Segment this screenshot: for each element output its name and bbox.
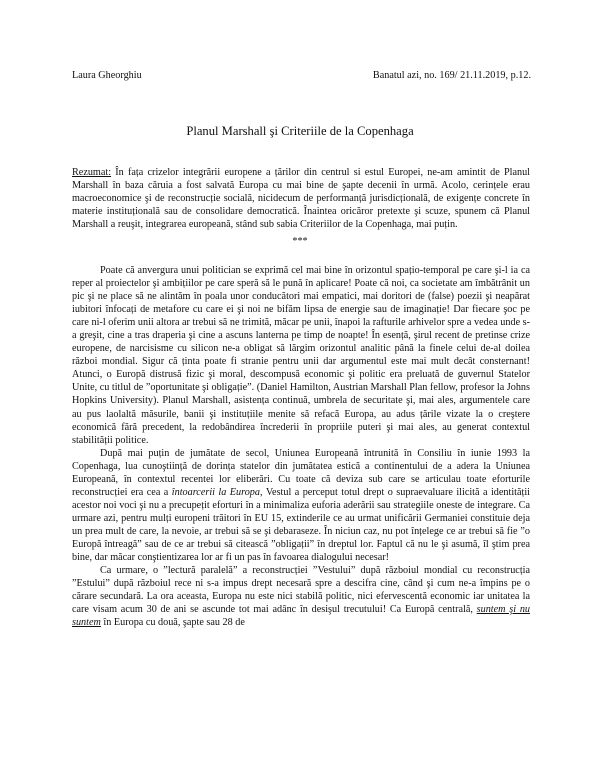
author-name: Laura Gheorghiu [72, 70, 142, 81]
paragraph-3 [72, 564, 530, 629]
paragraph-3-emphasis: suntem şi nu suntem [72, 604, 531, 629]
paragraph-2-text-b: , Vestul a perceput totul drept o supraevaluare ilicită a identității acestor noi voci şi nu a precupețit eforturi în a minimaliza euforia aderării sau strategiile oneste de integrare. Ca urmare azi, pentru mulți europeni trăitori în EU 15, extinderile ce au urmat unificării Germaniei constituie deja un prea mult de care, la nevoie, ar trebui să se şi debaraseze. În niciun caz, nu pot înțelege ce ar trebui să fie ”o Europă întreagă” sau de ce ar trebui să citească ”obligații” în dreptul lor. Faptul că nu le şi asumă, îl ştim prea bine, dar măcar conştientizarea lor ar fi un pas în favoarea dialogului necesar! [72, 486, 530, 564]
source-citation: Banatul azi, no. 169/ 21.11.2019, p.12. [372, 70, 531, 81]
paragraph-1 [72, 264, 530, 447]
paragraph-2-emphasis: întoarcerii la Europa [171, 486, 260, 498]
paragraph-2-text-a: După mai puțin de jumătate de secol, Uniunea Europeană întrunită în Consiliu în iunie 1993 la Copenhaga, lua cunoştiință de dorința statelor din jumătatea estică a continentului de a adera la Uniunea Europeană, în contextul recentei lor eliberări. Cu toate că deviza sub care se articulau toate eforturile reconstrucției era cea a [72, 447, 530, 498]
paragraph-2 [72, 447, 530, 564]
paragraph-3-text-a: Ca urmare, o ”lectură paralelă” a reconstrucției ”Vestului” după războiul mondial cu reconstrucția ”Estului” după războiul rece ni s-a impus drept necesară spre a descifra cine, când şi cum ne-a împins pe o cărare secundară. La ora aceasta, Europa nu este nici stabilă politic, nici efervescentă economic iar unitatea la care visam acum 30 de ani se ascunde tot mai adânc în desişul trecutului! Ca Europă centrală, [72, 565, 530, 616]
abstract-label: Rezumat: [72, 167, 112, 178]
paragraph-3-text-b: în Europa cu două, şapte sau 28 de [100, 617, 245, 629]
section-separator: *** [292, 236, 308, 247]
abstract-text: În fața crizelor integrării europene a țărilor din centrul si estul Europei, ne-am amintit de Planul Marshall în baza căruia a fost salvată Europa cu mai bine de şapte decenii în urmă. Acolo, cerințele erau macroeconomice şi de reconstrucție socială, nicidecum de performanță jurisdicțională, de exigențe concrete în materie instituțională sau de consolidare democratică. Înaintea oricăror pretexte şi scuze, spunem că Planul Marshall a reuşit, integrarea europeană, stând sub sabia Criteriilor de la Copenhaga, mai puțin. [72, 167, 530, 231]
abstract [72, 166, 530, 231]
article-title: Planul Marshall şi Criteriile de la Copenhaga [186, 124, 414, 138]
paragraph-1-text: Poate că anvergura unui politician se exprimă cel mai bine în orizontul spațio-temporal pe care şi-l ia ca reper al proiectelor şi ambițiilor pe care speră să le pună în aplicare! Poate că noi, ca societate am îmbătrânit un pic şi ne place să ne alintăm în poala unor conducători mai empatici, mai doritori de (false) poezii şi neapărat iubitori înfocați de metafore cu care ei şi noi ne bifăm lipsa de energie sau de imaginație! Dar fiecare şoc pe care ni-l oferim unii altora ar trebui să ne trimită, măcar pe unii, înapoi la rafturile arhivelor spre a vedea unde s-a greşit, cine a tras draperia şi cine a ascuns lanterna pe timp de noapte! În esență, şirul recent de pretinse crize europene, de narcisisme cu silicon ne-a obligat să lărgim orizontul analitic până la finele celui de-al doilea război mondial. Sigur că ținta poate fi stranie pentru unii dar argumentul este mai mult decât consternant! Atunci, o Europă distrusă fizic şi moral, descompusă economic şi politic era preluată de guvernul Statelor Unite, cu titlul de ”oportunitate şi obligație”. (Daniel Hamilton, Austrian Marshall Plan fellow, profesor la Johns Hopkins University). Planul Marshall, asistența continuă, umbrela de securitate şi, mai ales, argumentele care au pus laolaltă măsurile, banii şi instituțiile menite să refacă Europa, au adus țările vizate la o creştere economică fără precedent, la redobândirea încrederii în propriile puteri şi mai ales, au generat contextul stabilității politice. [72, 265, 530, 446]
article-body [72, 264, 530, 629]
